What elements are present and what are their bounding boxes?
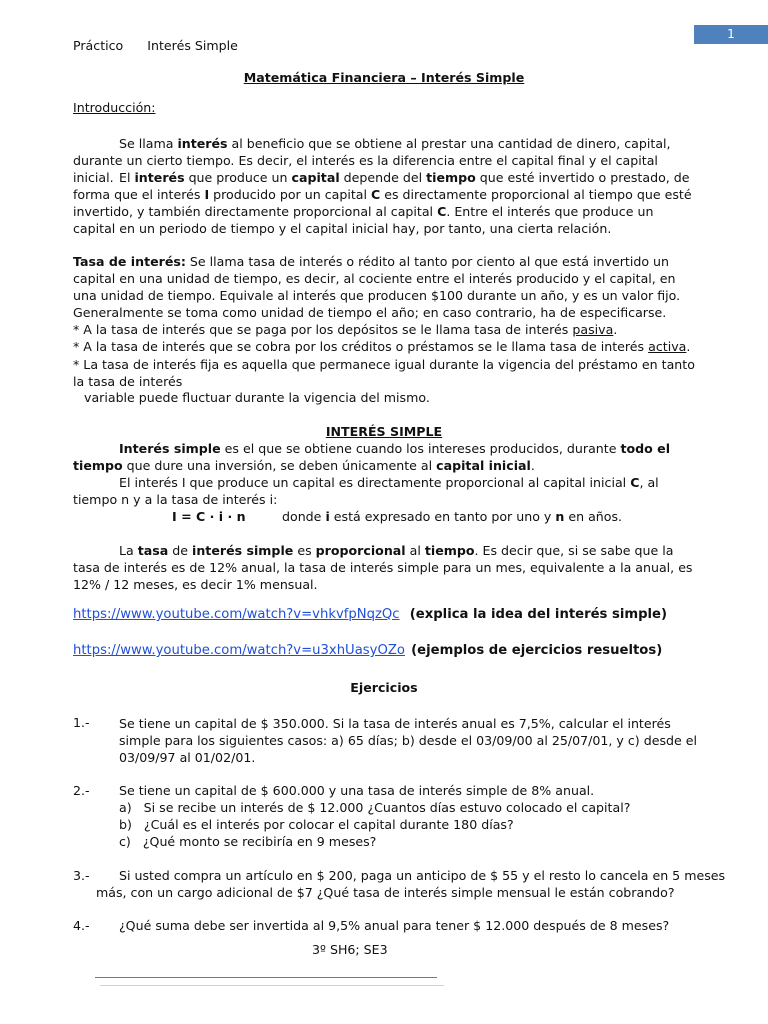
exercises-heading: Ejercicios [350, 680, 418, 695]
bullet-fixed-rate-cont: variable puede fluctuar durante la vigencia del mismo. [84, 390, 430, 405]
intro-paragraph-1: Se llama interés al beneficio que se obtiene al prestar una cantidad de dinero, capital, durante un cierto tiempo. Es decir, el interés es la diferencia entre el capital final y el capital inicial. [73, 136, 671, 185]
video-link-row-2 [73, 643, 662, 658]
doc-title [0, 70, 768, 85]
youtube-link-2-note: (ejemplos de ejercicios resueltos) [411, 643, 663, 658]
exercise-2-text: Se tiene un capital de $ 600.000 y una tasa de interés simple de 8% anual. [119, 783, 595, 798]
formula [172, 509, 246, 524]
exercise-4-number: 4.- [73, 918, 90, 933]
exercise-2c: c) ¿Qué monto se recibiría en 9 meses? [119, 834, 377, 849]
exercise-1-text: Se tiene un capital de $ 350.000. Si la tasa de interés anual es 7,5%, calcular el interés simple para los siguientes casos: a) 65 días; b) desde el 03/09/00 al 25/07/01, y c) desde el 03/09/97 al 01/02/01. [119, 716, 698, 765]
footer-text: 3º SH6; SE3 [312, 942, 388, 957]
bullet-passive-rate: * A la tasa de interés que se paga por los depósitos se le llama tasa de interés pasiva. [73, 322, 618, 337]
video-link-row-1 [73, 607, 667, 622]
exercise-3-cont: más, con un cargo adicional de $7 ¿Qué tasa de interés simple mensual le están cobrando? [96, 885, 675, 900]
exercise-2a: a) Si se recibe un interés de $ 12.000 ¿Cuantos días estuvo colocado el capital? [119, 800, 631, 815]
exercise-2b: b) ¿Cuál es el interés por colocar el capital durante 180 días? [119, 817, 514, 832]
youtube-link-2[interactable]: https://www.youtube.com/watch?v=u3xhUasyOZo [73, 643, 405, 658]
simple-interest-paragraph-2: El interés I que produce un capital es directamente proporcional al capital inicial C, al tiempo n y a la tasa de interés i: [73, 475, 659, 507]
rate-proportional-paragraph: La tasa de interés simple es proporcional al tiempo. Es decir que, si se sabe que la tasa de interés es de 12% anual, la tasa de interés simple para un mes, equivalente a la anual, es 12% / 12 meses, es decir 1% mensual. [73, 543, 693, 592]
bullet-fixed-rate: * La tasa de interés fija es aquella que permanece igual durante la vigencia del préstamo en tanto la tasa de interés [73, 357, 695, 389]
intro-paragraph-2: El interés que produce un capital depende del tiempo que esté invertido o prestado, de forma que el interés I producido por un capital C es directamente proporcional al tiempo que esté invertido, y también directamente proporcional al capital C. Entre el interés que produce un capital en un periodo de tiempo y el capital inicial hay, por tanto, una cierta relación. [73, 170, 692, 236]
header-practico: Práctico [73, 38, 124, 53]
header-left [73, 38, 238, 53]
exercise-1-number: 1.- [73, 715, 90, 730]
doc-title-text: Matemática Financiera – Interés Simple [243, 70, 525, 85]
bullet-active-rate: * A la tasa de interés que se cobra por los créditos o préstamos se le llama tasa de interés activa. [73, 339, 691, 354]
footer-rule-light [100, 985, 444, 986]
formula-expression: I = C · i · n [172, 509, 246, 524]
youtube-link-1[interactable]: https://www.youtube.com/watch?v=vhkvfpNqzQc [73, 607, 400, 622]
exercise-3-text: Si usted compra un artículo en $ 200, paga un anticipo de $ 55 y el resto lo cancela en 5 meses [119, 868, 726, 883]
simple-interest-heading: INTERÉS SIMPLE [325, 424, 443, 439]
page-number-badge: 1 [694, 25, 768, 44]
exercise-4-text: ¿Qué suma debe ser invertida al 9,5% anual para tener $ 12.000 después de 8 meses? [119, 918, 670, 933]
simple-interest-paragraph-1: Interés simple es el que se obtiene cuando los intereses producidos, durante todo el tiempo que dure una inversión, se deben únicamente al capital inicial. [73, 441, 671, 473]
exercise-3-number: 3.- [73, 868, 90, 883]
footer-rule [95, 977, 437, 978]
youtube-link-1-note: (explica la idea del interés simple) [409, 607, 668, 622]
header-topic: Interés Simple [147, 38, 238, 53]
rate-label: Tasa de interés: [73, 254, 186, 269]
formula-description: donde i está expresado en tanto por uno y n en años. [282, 509, 623, 524]
exercise-2-number: 2.- [73, 783, 90, 798]
intro-heading: Introducción: [73, 100, 156, 115]
rate-definition: Tasa de interés: Se llama tasa de interés o rédito al tanto por ciento al que está invertido un capital en una unidad de tiempo, es decir, al cociente entre el interés producido y el capital, en una unidad de tiempo. Equivale al interés que producen $100 durante un año, y es un valor fijo. Generalmente se toma como unidad de tiempo el año; en caso contrario, ha de especificarse. [73, 254, 681, 320]
